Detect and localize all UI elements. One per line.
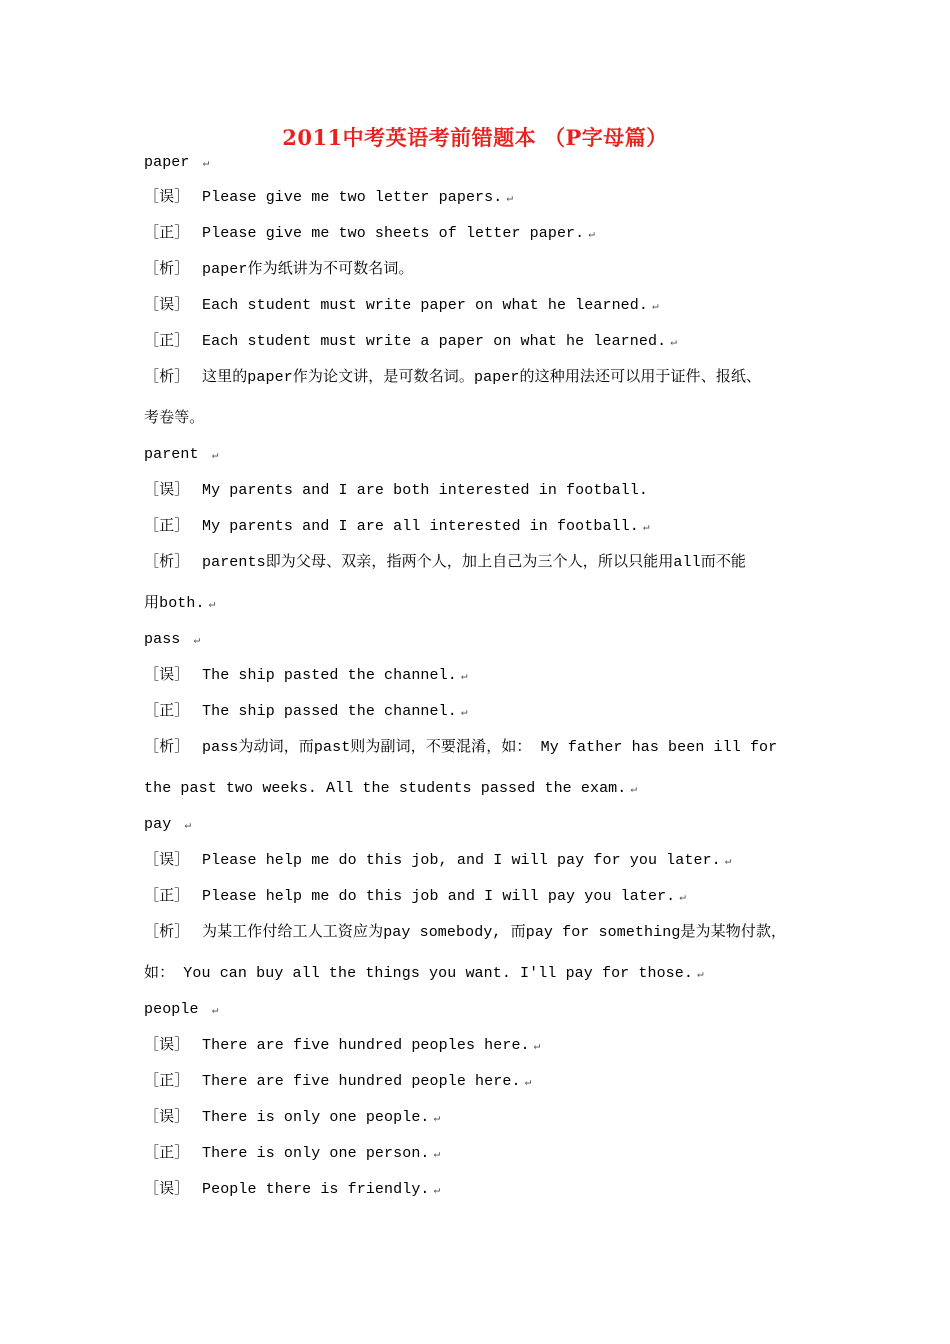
paragraph-return-icon: ↵ — [630, 784, 638, 796]
text-line — [144, 964, 704, 985]
line-text: pass — [144, 631, 190, 648]
line-text: parents即为父母、双亲，指两个人，加上自己为三个人，所以只能用all而不能 — [202, 554, 747, 571]
line-text: Please help me do this job and I will pay you later. — [202, 888, 676, 905]
line-tag: ［误］ — [144, 1037, 190, 1054]
line-tag: ［析］ — [144, 369, 190, 386]
text-line — [144, 332, 677, 353]
line-text: people — [144, 1001, 208, 1018]
line-text: pass为动词，而past则为副词，不要混淆，如： My father has been ill for — [202, 739, 778, 756]
page-title: 2011中考英语考前错题本 （P字母篇） — [282, 125, 668, 150]
text-line — [144, 1108, 440, 1129]
text-line — [144, 445, 218, 466]
text-line — [144, 666, 468, 687]
paragraph-return-icon: ↵ — [506, 193, 514, 205]
text-line — [144, 553, 746, 573]
paragraph-return-icon: ↵ — [193, 635, 201, 647]
text-line — [144, 887, 686, 908]
text-line — [144, 368, 761, 388]
line-text: paper作为纸讲为不可数名词。 — [202, 261, 414, 278]
line-tag: ［正］ — [144, 1145, 190, 1162]
line-text: My parents and I are both interested in football. — [202, 482, 648, 499]
line-tag: ［正］ — [144, 518, 190, 535]
line-tag: ［正］ — [144, 888, 190, 905]
line-tag: ［正］ — [144, 703, 190, 720]
text-line — [144, 517, 650, 538]
text-line — [144, 153, 209, 174]
text-line — [144, 224, 595, 245]
text-line — [144, 851, 732, 872]
paragraph-return-icon: ↵ — [433, 1185, 441, 1197]
text-line — [144, 1036, 540, 1057]
text-line — [144, 923, 786, 943]
paragraph-return-icon: ↵ — [588, 229, 595, 241]
line-text: 用both. — [144, 595, 205, 612]
paragraph-return-icon: ↵ — [724, 856, 732, 868]
line-tag: ［正］ — [144, 225, 190, 242]
line-tag: ［析］ — [144, 924, 190, 941]
line-tag: ［误］ — [144, 482, 190, 499]
text-line — [144, 296, 659, 317]
line-text: There is only one person. — [202, 1145, 430, 1162]
line-text: People there is friendly. — [202, 1181, 430, 1198]
line-tag: ［误］ — [144, 1109, 190, 1126]
text-line — [144, 630, 200, 651]
line-tag: ［误］ — [144, 189, 190, 206]
text-line — [144, 1000, 218, 1021]
line-tag: ［误］ — [144, 297, 190, 314]
line-text: 为某工作付给工人工资应为pay somebody, 而pay for something是为某物付款， — [202, 924, 787, 941]
line-tag: ［正］ — [144, 333, 190, 350]
paragraph-return-icon: ↵ — [211, 450, 219, 462]
line-tag: ［误］ — [144, 1181, 190, 1198]
line-text: Each student must write a paper on what he learned. — [202, 333, 667, 350]
line-text: 如： You can buy all the things you want. I'll pay for those. — [144, 965, 693, 982]
text-line — [144, 1144, 440, 1165]
line-tag: ［正］ — [144, 1073, 190, 1090]
line-text: Each student must write paper on what he learned. — [202, 297, 648, 314]
text-line — [144, 594, 215, 615]
paragraph-return-icon: ↵ — [211, 1005, 219, 1017]
text-line — [144, 481, 648, 501]
text-line — [144, 1072, 531, 1093]
line-text: The ship passed the channel. — [202, 703, 457, 720]
text-line — [144, 1180, 440, 1201]
paragraph-return-icon: ↵ — [202, 158, 210, 170]
line-tag: ［析］ — [144, 261, 190, 278]
line-text: Please give me two letter papers. — [202, 189, 503, 206]
text-line — [144, 409, 204, 429]
line-text: There is only one people. — [202, 1109, 430, 1126]
line-text: Please help me do this job, and I will pay for you later. — [202, 852, 721, 869]
paragraph-return-icon: ↵ — [524, 1077, 532, 1089]
paragraph-return-icon: ↵ — [642, 522, 650, 534]
line-text: Please give me two sheets of letter paper. — [202, 225, 585, 242]
line-text: 这里的paper作为论文讲，是可数名词。paper的这种用法还可以用于证件、报纸、 — [202, 369, 762, 386]
line-text: There are five hundred people here. — [202, 1073, 521, 1090]
text-line — [144, 779, 637, 800]
text-line — [144, 702, 468, 723]
line-tag: ［误］ — [144, 667, 190, 684]
paragraph-return-icon: ↵ — [670, 337, 677, 349]
line-tag: ［析］ — [144, 554, 190, 571]
paragraph-return-icon: ↵ — [184, 820, 192, 832]
line-text: My parents and I are all interested in football. — [202, 518, 639, 535]
text-line — [144, 815, 191, 836]
paragraph-return-icon: ↵ — [533, 1041, 541, 1053]
line-text: parent — [144, 446, 208, 463]
paragraph-return-icon: ↵ — [651, 301, 659, 313]
text-line — [144, 738, 777, 758]
line-tag: ［析］ — [144, 739, 190, 756]
line-text: the past two weeks. All the students passed the exam. — [144, 780, 627, 797]
paragraph-return-icon: ↵ — [460, 671, 468, 683]
line-text: paper — [144, 154, 199, 171]
paragraph-return-icon: ↵ — [679, 892, 687, 904]
text-line — [144, 188, 513, 209]
line-text: There are five hundred peoples here. — [202, 1037, 530, 1054]
paragraph-return-icon: ↵ — [696, 969, 704, 981]
text-line — [144, 260, 414, 280]
paragraph-return-icon: ↵ — [208, 599, 216, 611]
paragraph-return-icon: ↵ — [460, 707, 468, 719]
line-text: pay — [144, 816, 181, 833]
line-text: The ship pasted the channel. — [202, 667, 457, 684]
line-tag: ［误］ — [144, 852, 190, 869]
paragraph-return-icon: ↵ — [433, 1113, 441, 1125]
paragraph-return-icon: ↵ — [433, 1149, 441, 1161]
line-text: 考卷等。 — [144, 410, 205, 427]
